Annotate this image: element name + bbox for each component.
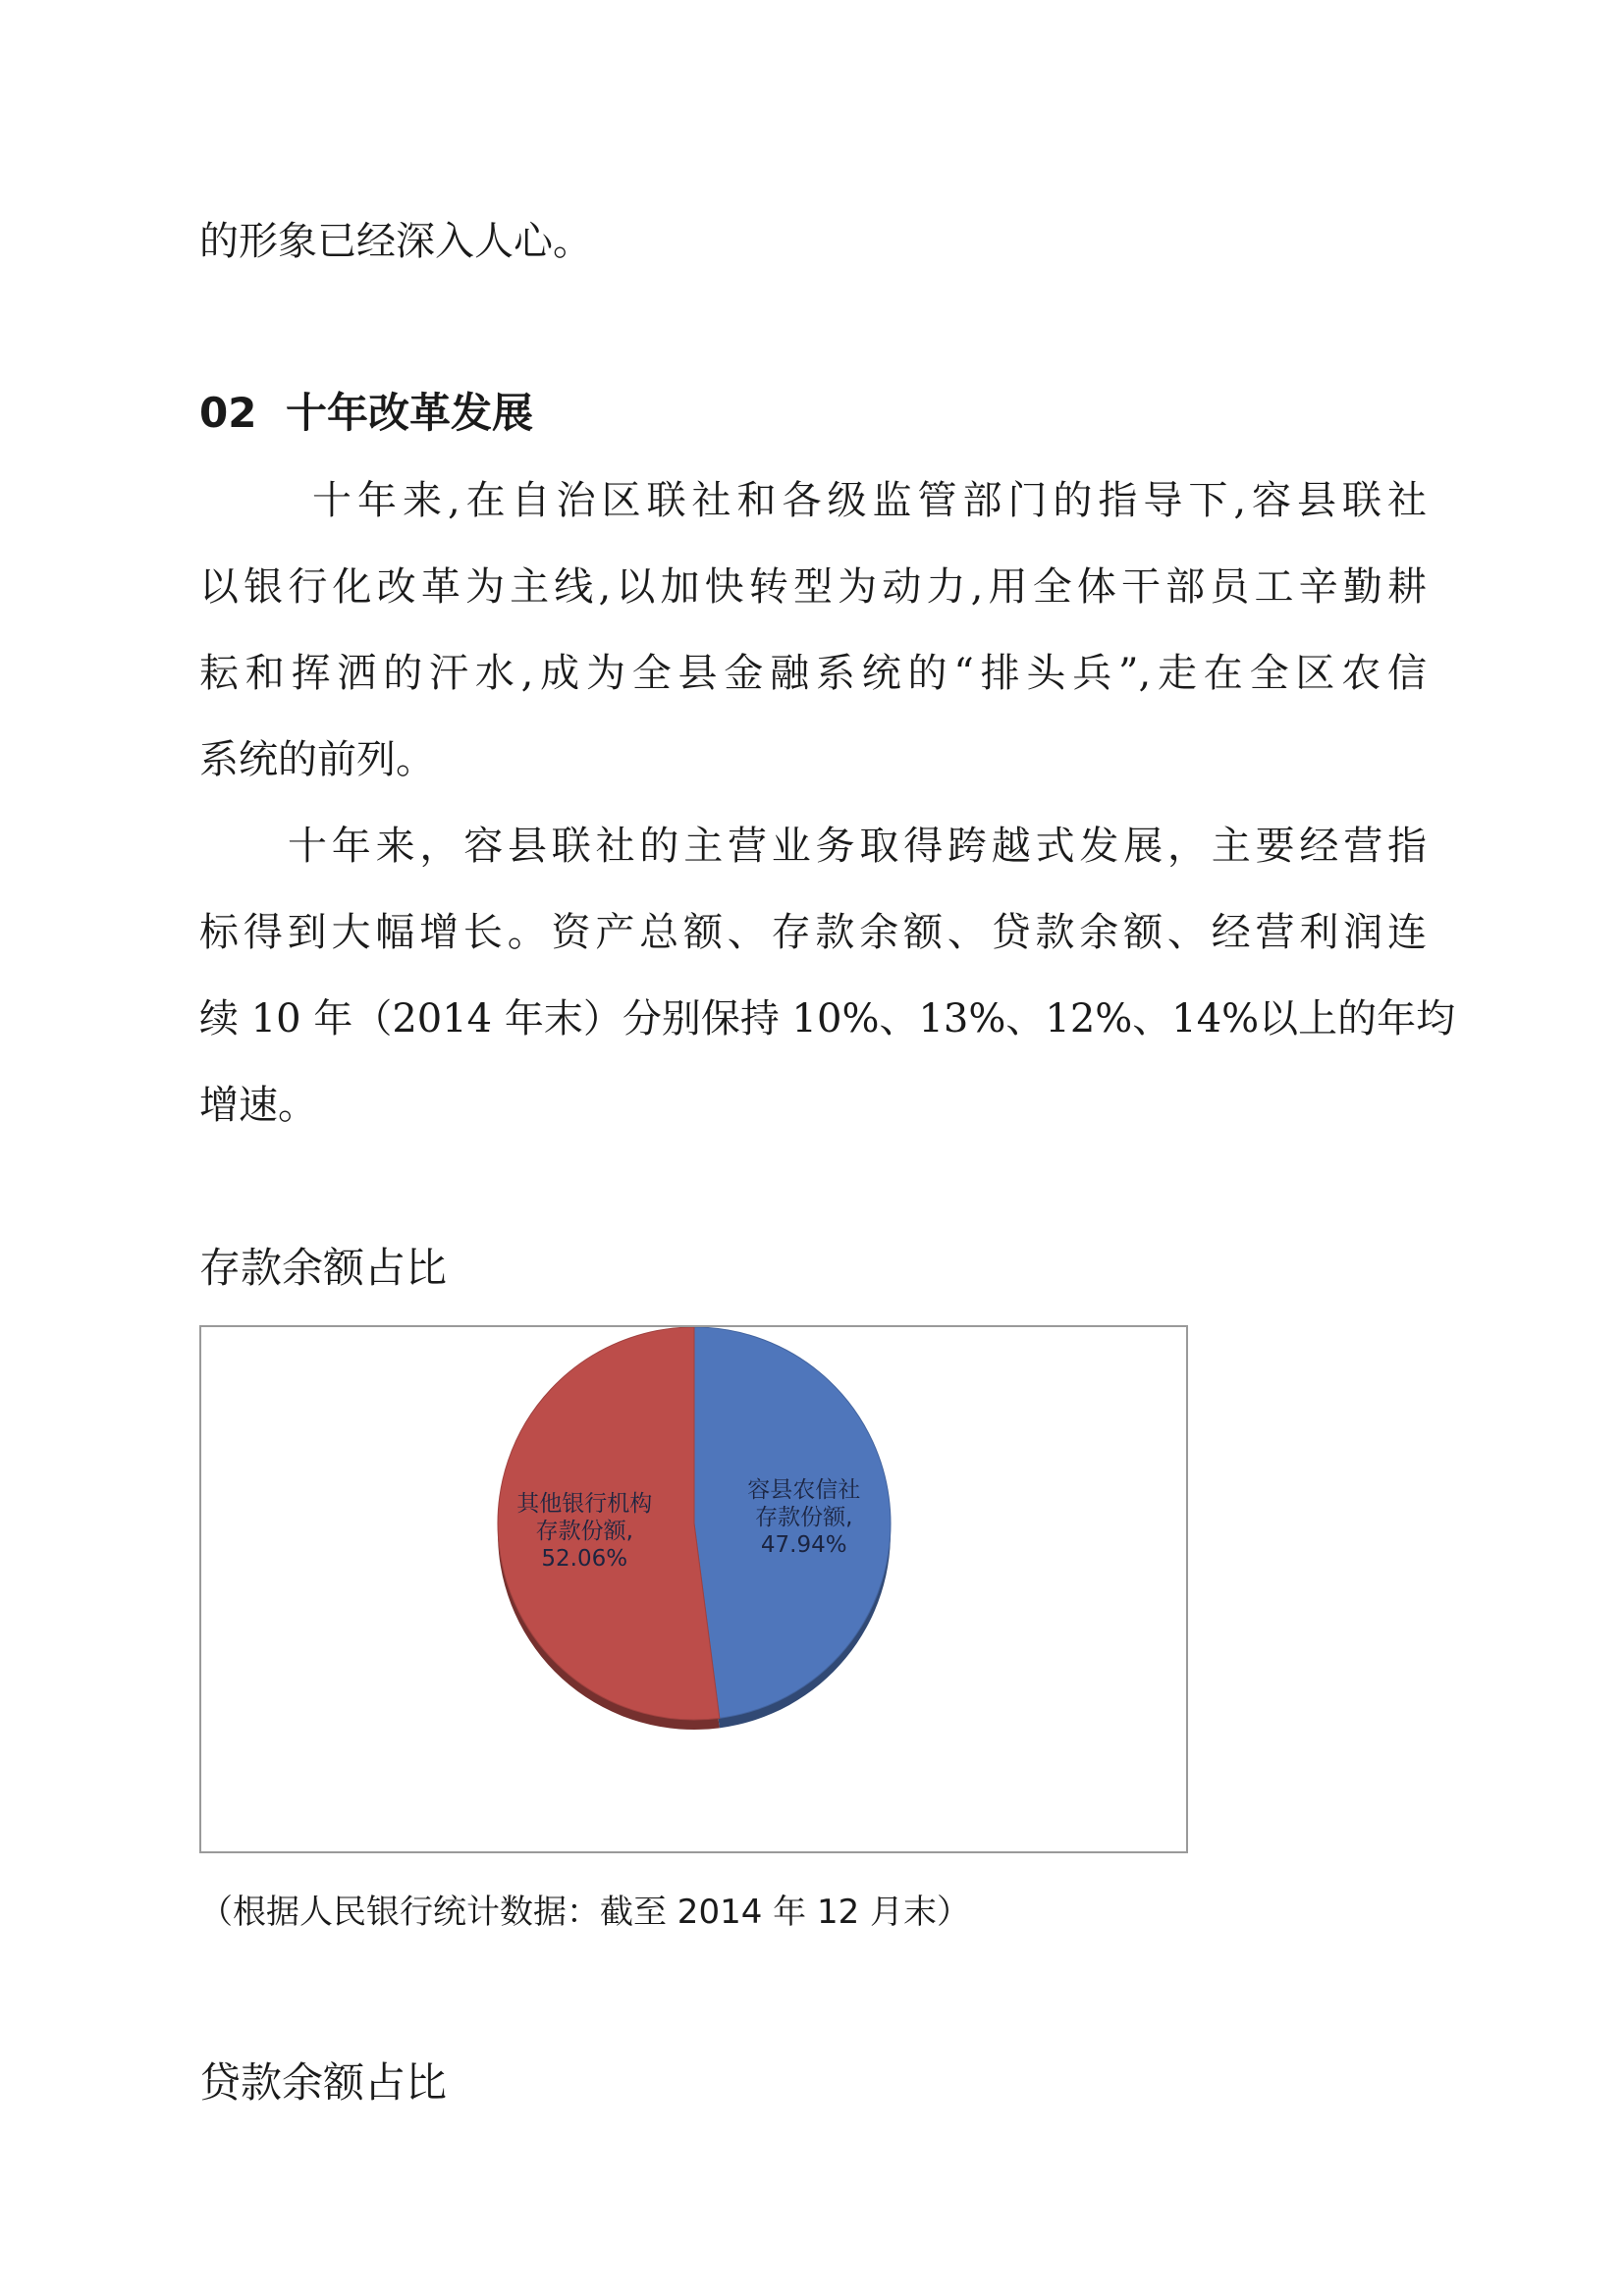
section-heading <box>199 390 533 437</box>
loan-chart-title: 贷款余额占比 <box>199 2058 448 2107</box>
paragraph-1-line-2: 以银行化改革为主线,以加快转型为动力,用全体干部员工辛勤耕 <box>199 564 1427 610</box>
pie-svg <box>201 1327 1186 1851</box>
chart-source-caption: （根据人民银行统计数据：截至 2014 年 12 月末） <box>199 1893 971 1932</box>
paragraph-1-line-3: 耘和挥洒的汗水,成为全县金融系统的“排头兵”,走在全区农信 <box>199 651 1427 696</box>
deposit-chart-title: 存款余额占比 <box>199 1244 448 1292</box>
section-title: 十年改革发展 <box>286 389 534 437</box>
deposit-pie-chart <box>199 1325 1188 1853</box>
paragraph-2-line-4: 增速。 <box>199 1083 317 1128</box>
paragraph-1-line-1: 十年来,在自治区联社和各级监管部门的指导下,容县联社 <box>312 478 1427 523</box>
paragraph-1-line-4: 系统的前列。 <box>199 737 435 782</box>
pie-slice-label-0: 容县农信社存款份额, 47.94% <box>747 1476 861 1558</box>
paragraph-2-line-3: 续 10 年（2014 年末）分别保持 10%、13%、12%、14%以上的年均 <box>199 996 1456 1041</box>
section-number: 02 <box>199 389 257 437</box>
pie-slice-label-1: 其他银行机构存款份额, 52.06% <box>516 1491 653 1573</box>
paragraph-2-line-2: 标得到大幅增长。资产总额、存款余额、贷款余额、经营利润连 <box>199 910 1427 955</box>
continuation-text: 的形象已经深入人心。 <box>199 219 592 264</box>
paragraph-2-line-1: 十年来，容县联社的主营业务取得跨越式发展，主要经营指 <box>288 824 1427 869</box>
